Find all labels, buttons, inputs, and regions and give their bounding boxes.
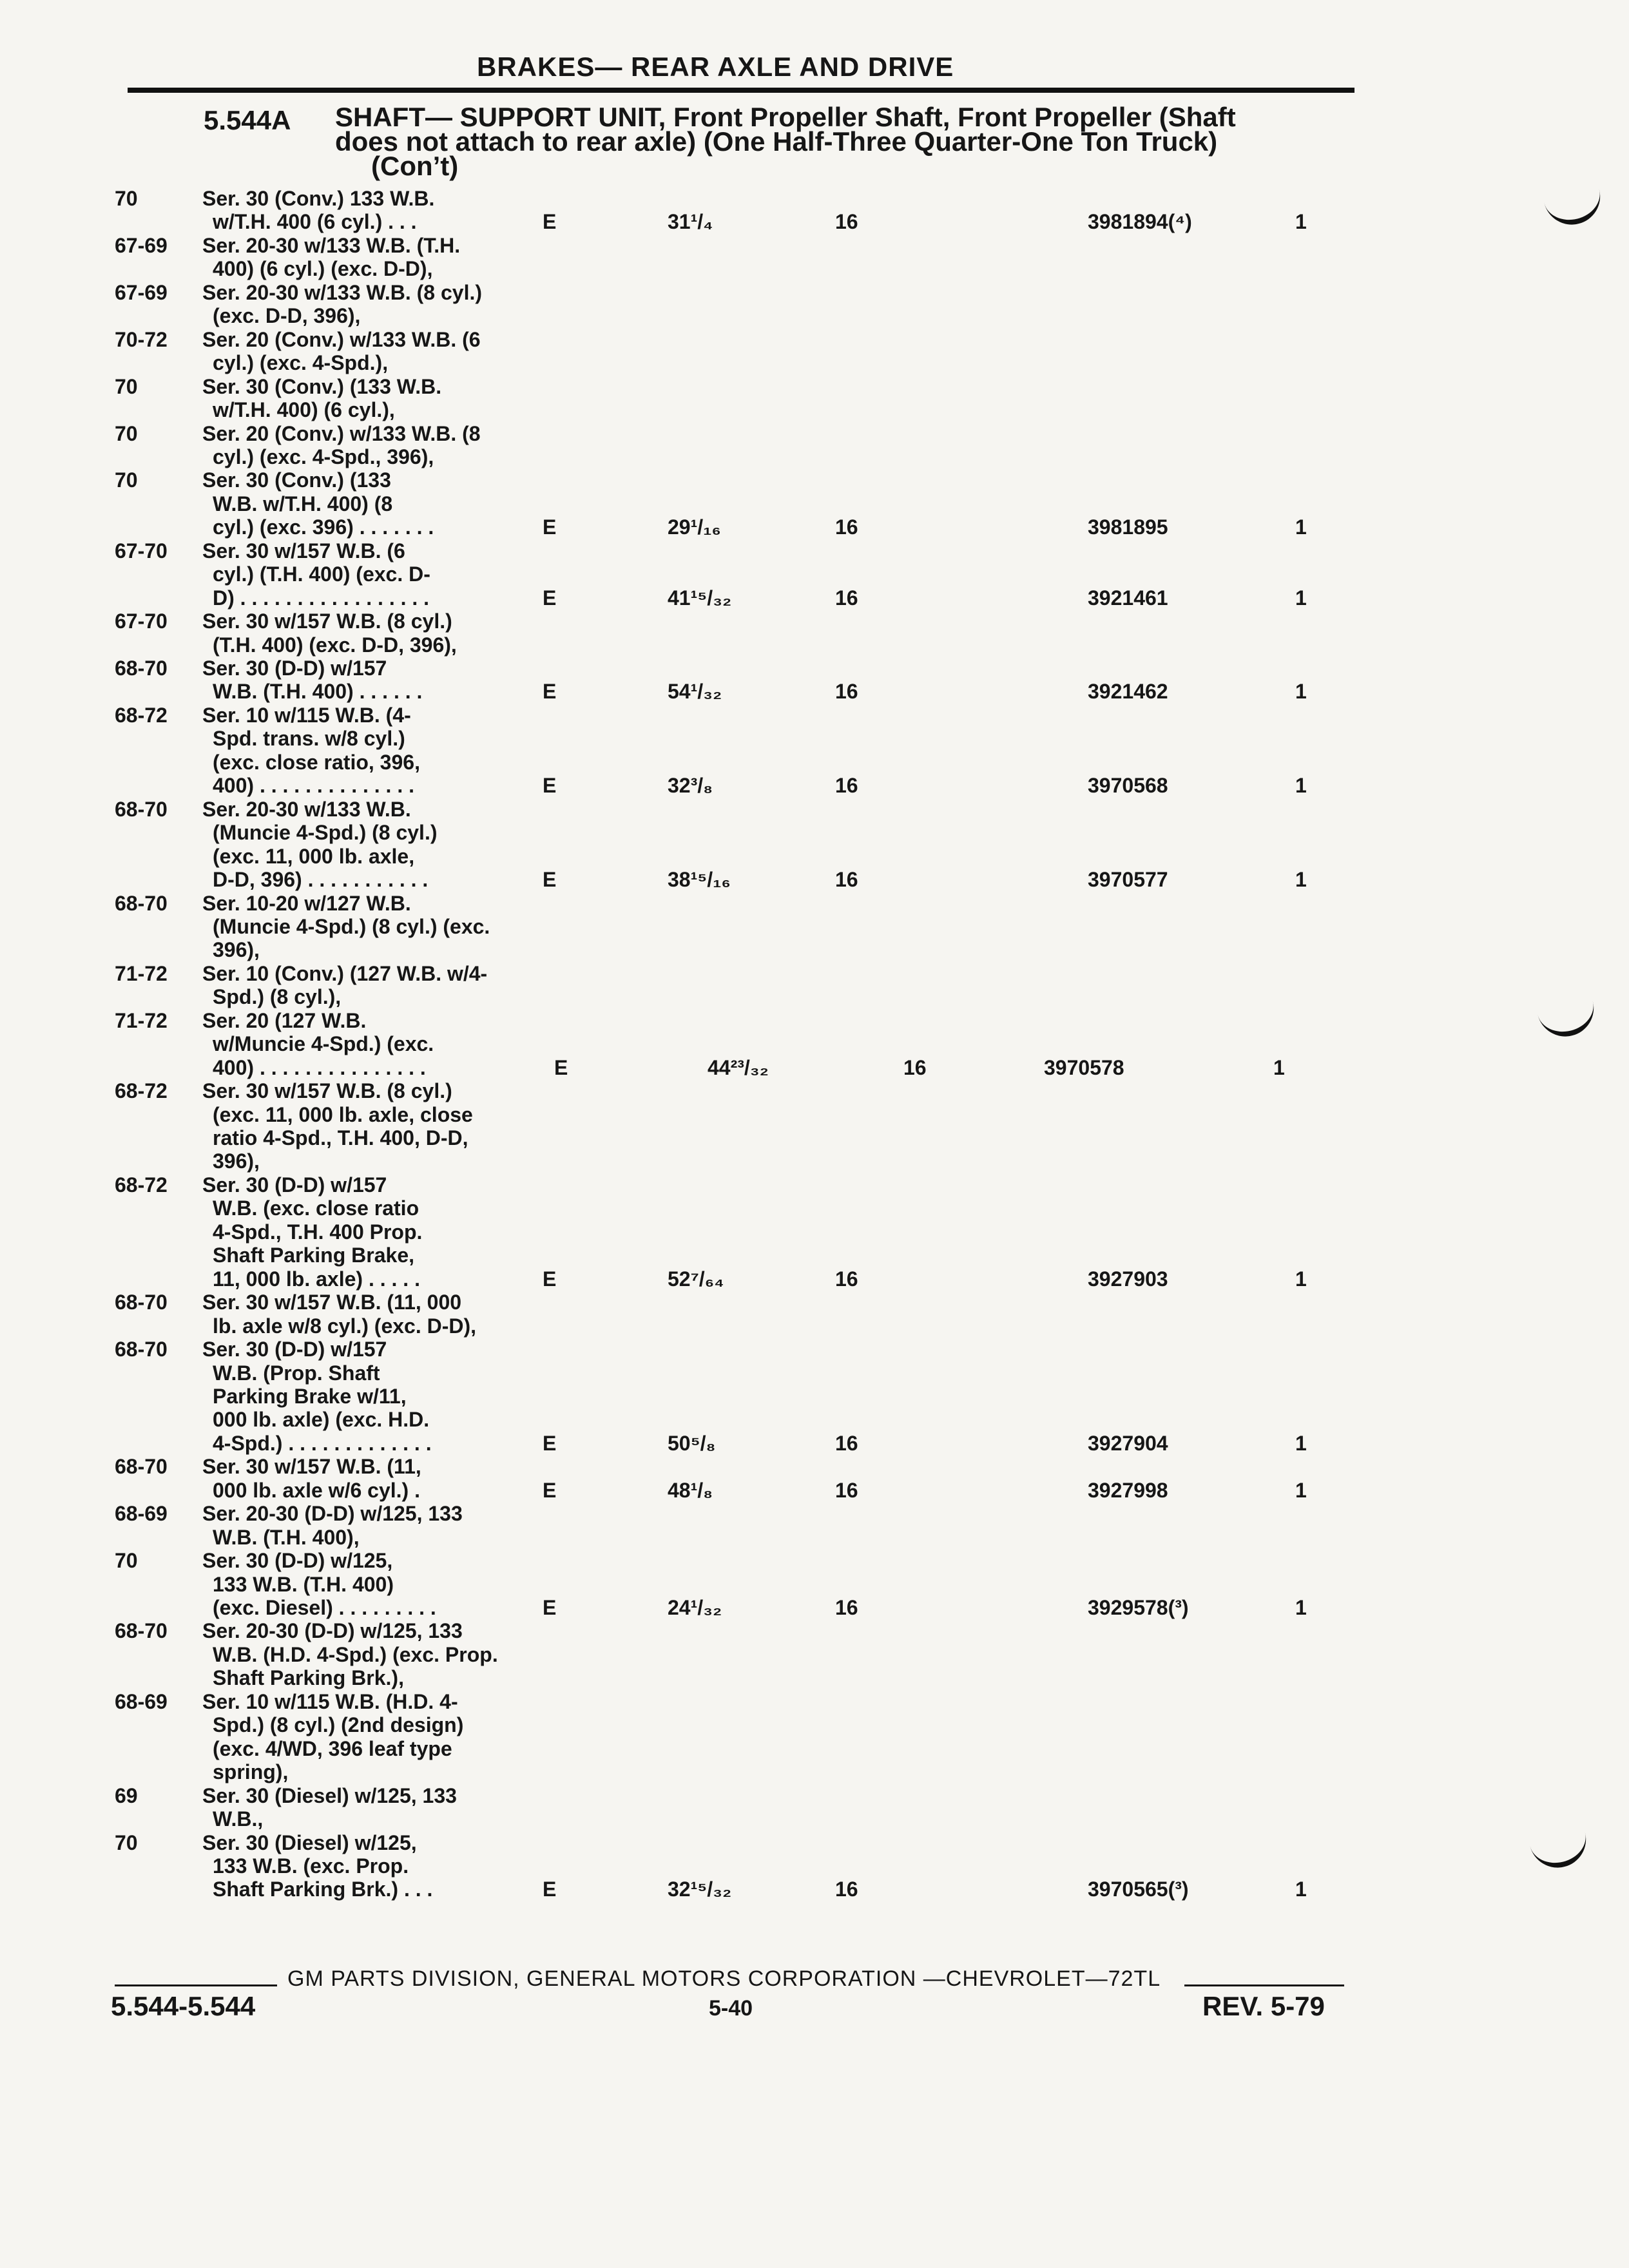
table-row [0,868,1629,891]
description: 396), [213,1149,260,1173]
description: Ser. 30 w/157 W.B. (6 [202,539,405,562]
table-row [0,938,1629,961]
description: Shaft Parking Brk.), [213,1666,404,1690]
description: Ser. 10 (Conv.) (127 W.B. w/4- [202,961,488,985]
footer-rule-right [1184,1984,1344,1986]
description: (exc. Diesel) . . . . . . . . . [213,1596,436,1619]
description: cyl.) (exc. 4-Spd., 396), [213,445,434,468]
table-row [0,1760,1629,1783]
table-row [0,187,1629,210]
shaft-length: 50⁵/₈ [668,1431,716,1455]
source-code: E [543,515,557,539]
table-row [0,468,1629,492]
description: Ser. 30 (Conv.) (133 W.B. [202,374,442,398]
model-years: 68-69 [115,1689,168,1713]
spline-count: 16 [835,210,858,234]
part-number: 3981895 [1088,515,1168,539]
part-number: 3970578 [1044,1055,1124,1079]
table-row [0,962,1629,985]
description: cyl.) (exc. 396) . . . . . . . [213,515,434,539]
spline-count: 16 [835,680,858,704]
table-row [0,633,1629,657]
table-row [0,1314,1629,1338]
table-row [0,1338,1629,1361]
model-years: 67-69 [115,233,168,257]
model-years: 68-70 [115,1455,168,1479]
model-years: 70 [115,1831,138,1854]
table-row [0,210,1629,233]
description: Ser. 30 w/157 W.B. (8 cyl.) [202,1079,452,1103]
table-row [0,1385,1629,1408]
table-row [0,1361,1629,1385]
model-years: 68-70 [115,657,168,680]
description: 11, 000 lb. axle) . . . . . [213,1267,420,1291]
model-years: 68-70 [115,891,168,915]
description: Ser. 20-30 w/133 W.B. (8 cyl.) [202,280,482,304]
shaft-length: 24¹/₃₂ [668,1596,722,1619]
table-row [0,610,1629,633]
quantity: 1 [1295,1596,1307,1619]
description: W.B. (T.H. 400), [213,1525,360,1549]
description: Ser. 30 (D-D) w/157 [202,1173,387,1196]
model-years: 70 [115,421,138,445]
shaft-length: 44²³/₃₂ [708,1055,769,1079]
source-code: E [543,586,557,610]
description: 133 W.B. (T.H. 400) [213,1572,394,1596]
table-row [0,1549,1629,1572]
table-row [0,1103,1629,1126]
table-row [0,1643,1629,1666]
table-row [0,539,1629,562]
description: (exc. D-D, 396), [213,304,361,328]
description: Ser. 30 w/157 W.B. (11, 000 [202,1291,462,1314]
table-row [0,704,1629,727]
description: cyl.) (exc. 4-Spd.), [213,351,389,375]
table-row [0,422,1629,445]
table-row [0,1878,1629,1901]
source-code: E [543,1478,557,1502]
description: Ser. 30 w/157 W.B. (8 cyl.) [202,610,452,633]
source-code: E [543,868,557,892]
table-row [0,915,1629,938]
description: w/T.H. 400) (6 cyl.), [213,398,395,422]
table-row [0,1408,1629,1431]
table-row [0,1267,1629,1291]
model-years: 70 [115,187,138,210]
description: W.B. w/T.H. 400) (8 [213,492,393,515]
table-row [0,351,1629,374]
shaft-length: 32³/₈ [668,774,713,798]
spline-count: 16 [835,868,858,892]
description: Parking Brake w/11, [213,1384,407,1408]
description: 000 lb. axle) (exc. H.D. [213,1408,430,1432]
spline-count: 16 [835,1878,858,1901]
model-years: 68-70 [115,1338,168,1361]
description: D-D, 396) . . . . . . . . . . . [213,868,429,892]
shaft-length: 29¹/₁₆ [668,515,721,539]
quantity: 1 [1295,680,1307,704]
item-number: 5.544A [204,105,291,135]
shaft-length: 38¹⁵/₁₆ [668,868,731,892]
shaft-length: 52⁷/₆₄ [668,1267,724,1291]
description: Ser. 30 w/157 W.B. (11, [202,1455,421,1479]
table-row [0,1854,1629,1878]
spline-count: 16 [835,1478,858,1502]
description: Shaft Parking Brake, [213,1244,414,1267]
spline-count: 16 [835,1267,858,1291]
description: 400) . . . . . . . . . . . . . . . [213,1055,426,1079]
source-code: E [543,680,557,704]
table-row [0,398,1629,421]
table-row [0,1596,1629,1619]
description: Ser. 20-30 w/133 W.B. [202,797,411,821]
shaft-length: 41¹⁵/₃₂ [668,586,732,610]
quantity: 1 [1295,515,1307,539]
description: (exc. 11, 000 lb. axle, [213,844,415,868]
model-years: 71-72 [115,961,168,985]
table-row [0,1713,1629,1736]
table-row [0,727,1629,750]
quantity: 1 [1295,774,1307,798]
description: Ser. 10 w/115 W.B. (4- [202,703,411,727]
description: W.B. (H.D. 4-Spd.) (exc. Prop. [213,1642,498,1666]
table-row [0,892,1629,915]
description: Ser. 30 (Diesel) w/125, 133 [202,1783,457,1807]
table-row [0,1807,1629,1831]
table-row [0,375,1629,398]
model-years: 67-70 [115,610,168,633]
table-row [0,562,1629,586]
table-row [0,1831,1629,1854]
table-row [0,1079,1629,1102]
table-row [0,1479,1629,1502]
table-row [0,515,1629,539]
table-row [0,1432,1629,1455]
model-years: 68-72 [115,703,168,727]
table-row [0,1220,1629,1244]
description: lb. axle w/8 cyl.) (exc. D-D), [213,1314,477,1338]
description: (T.H. 400) (exc. D-D, 396), [213,633,457,657]
table-row [0,1573,1629,1596]
description: Ser. 30 (Diesel) w/125, [202,1831,417,1854]
part-number: 3970565(³) [1088,1878,1189,1901]
table-row [0,1502,1629,1525]
shaft-length: 48¹/₈ [668,1478,713,1502]
model-years: 70-72 [115,327,168,351]
table-row [0,1244,1629,1267]
description: Ser. 30 (D-D) w/125, [202,1549,393,1573]
model-years: 71-72 [115,1008,168,1032]
table-row [0,1032,1629,1055]
description: W.B., [213,1807,264,1831]
model-years: 68-69 [115,1502,168,1526]
description: (exc. close ratio, 396, [213,750,420,774]
part-number: 3927903 [1088,1267,1168,1291]
model-years: 70 [115,468,138,492]
quantity: 1 [1295,586,1307,610]
footer-section-range: 5.544-5.544 [111,1991,256,2021]
description: Shaft Parking Brk.) . . . [213,1878,433,1901]
table-row [0,680,1629,703]
description: Spd.) (8 cyl.) (2nd design) [213,1713,464,1737]
part-number: 3921462 [1088,680,1168,704]
description: 396), [213,938,260,962]
description: W.B. (exc. close ratio [213,1196,419,1220]
quantity: 1 [1295,1878,1307,1901]
table-row [0,1455,1629,1478]
description: Ser. 20-30 (D-D) w/125, 133 [202,1619,463,1643]
part-number: 3970577 [1088,868,1168,892]
description: Spd.) (8 cyl.), [213,985,342,1009]
table-row [0,845,1629,868]
quantity: 1 [1295,210,1307,234]
description: Spd. trans. w/8 cyl.) [213,727,405,751]
table-row [0,328,1629,351]
model-years: 68-70 [115,1619,168,1643]
table-row [0,657,1629,680]
revision-label: REV. 5-79 [1202,1991,1325,2021]
part-number: 3981894(⁴) [1088,210,1192,234]
source-code: E [543,774,557,798]
description: cyl.) (T.H. 400) (exc. D- [213,562,430,586]
description: ratio 4-Spd., T.H. 400, D-D, [213,1126,468,1149]
description: Ser. 10-20 w/127 W.B. [202,891,411,915]
source-code: E [543,210,557,234]
description: (exc. 4/WD, 396 leaf type [213,1736,452,1760]
description: (Muncie 4-Spd.) (8 cyl.) (exc. [213,914,490,938]
part-number: 3927998 [1088,1478,1168,1502]
description: Ser. 10 w/115 W.B. (H.D. 4- [202,1689,458,1713]
table-row [0,751,1629,774]
shaft-length: 54¹/₃₂ [668,680,722,704]
spline-count: 16 [835,515,858,539]
table-row [0,985,1629,1008]
table-row [0,586,1629,610]
source-code: E [543,1267,557,1291]
item-title-line-2: does not attach to rear axle) (One Half-Three Quarter-One Ton Truck) [335,126,1218,157]
table-row [0,1196,1629,1220]
spline-count: 16 [835,774,858,798]
table-row [0,281,1629,304]
table-row [0,445,1629,468]
table-row [0,1666,1629,1689]
table-row [0,1526,1629,1549]
spline-count: 16 [835,1596,858,1619]
item-title-line-1: SHAFT— SUPPORT UNIT, Front Propeller Shaft, Front Propeller (Shaft [335,102,1236,132]
quantity: 1 [1295,868,1307,892]
description: D) . . . . . . . . . . . . . . . . . [213,586,430,610]
spline-count: 16 [835,1431,858,1455]
description: Ser. 30 (Conv.) 133 W.B. [202,187,435,210]
part-number: 3929578(³) [1088,1596,1189,1619]
description: Ser. 30 (D-D) w/157 [202,1338,387,1361]
model-years: 70 [115,374,138,398]
spline-count: 16 [835,586,858,610]
source-code: E [554,1055,568,1079]
table-row [0,257,1629,280]
table-row [0,1619,1629,1642]
description: Ser. 20-30 (D-D) w/125, 133 [202,1502,463,1526]
description: 400) (6 cyl.) (exc. D-D), [213,257,433,281]
description: (exc. 11, 000 lb. axle, close [213,1102,473,1126]
description: spring), [213,1760,289,1784]
model-years: 68-70 [115,1291,168,1314]
description: w/T.H. 400 (6 cyl.) . . . [213,210,417,234]
description: 133 W.B. (exc. Prop. [213,1854,409,1878]
table-row [0,821,1629,844]
part-number: 3921461 [1088,586,1168,610]
spline-count: 16 [903,1055,927,1079]
model-years: 68-70 [115,797,168,821]
description: W.B. (T.H. 400) . . . . . . [213,680,423,704]
footer-rule-left [115,1984,277,1986]
quantity: 1 [1273,1055,1285,1079]
description: 000 lb. axle w/6 cyl.) . [213,1478,420,1502]
table-row [0,1149,1629,1173]
description: Ser. 20 (Conv.) w/133 W.B. (8 [202,421,481,445]
description: Ser. 30 (D-D) w/157 [202,657,387,680]
table-row [0,798,1629,821]
section-header: BRAKES— REAR AXLE AND DRIVE [477,52,954,82]
table-row [0,1737,1629,1760]
item-title-line-3: (Con’t) [371,151,459,181]
source-code: E [543,1596,557,1619]
table-row [0,304,1629,327]
shaft-length: 31¹/₄ [668,210,713,234]
model-years: 67-69 [115,280,168,304]
table-row [0,1056,1629,1079]
table-row [0,1009,1629,1032]
table-row [0,1291,1629,1314]
table-row [0,1690,1629,1713]
model-years: 68-72 [115,1173,168,1196]
model-years: 68-72 [115,1079,168,1103]
table-row [0,774,1629,797]
description: 4-Spd., T.H. 400 Prop. [213,1220,423,1244]
table-row [0,234,1629,257]
quantity: 1 [1295,1431,1307,1455]
source-code: E [543,1878,557,1901]
description: W.B. (Prop. Shaft [213,1361,380,1385]
table-row [0,1784,1629,1807]
description: Ser. 30 (Conv.) (133 [202,468,391,492]
description: Ser. 20 (Conv.) w/133 W.B. (6 [202,327,481,351]
shaft-length: 32¹⁵/₃₂ [668,1878,732,1901]
part-number: 3927904 [1088,1431,1168,1455]
part-number: 3970568 [1088,774,1168,798]
description: 400) . . . . . . . . . . . . . . [213,774,414,798]
description: Ser. 20 (127 W.B. [202,1008,367,1032]
source-code: E [543,1431,557,1455]
quantity: 1 [1295,1478,1307,1502]
table-row [0,492,1629,515]
model-years: 69 [115,1783,138,1807]
table-row [0,1173,1629,1196]
description: Ser. 20-30 w/133 W.B. (T.H. [202,233,461,257]
description: 4-Spd.) . . . . . . . . . . . . . [213,1431,432,1455]
model-years: 67-70 [115,539,168,562]
quantity: 1 [1295,1267,1307,1291]
footer-text: GM PARTS DIVISION, GENERAL MOTORS CORPORATION —CHEVROLET—72TL [287,1966,1161,1991]
page-number: 5-40 [709,1996,753,2021]
description: w/Muncie 4-Spd.) (exc. [213,1032,434,1056]
description: (Muncie 4-Spd.) (8 cyl.) [213,821,438,845]
table-row [0,1126,1629,1149]
model-years: 70 [115,1549,138,1573]
